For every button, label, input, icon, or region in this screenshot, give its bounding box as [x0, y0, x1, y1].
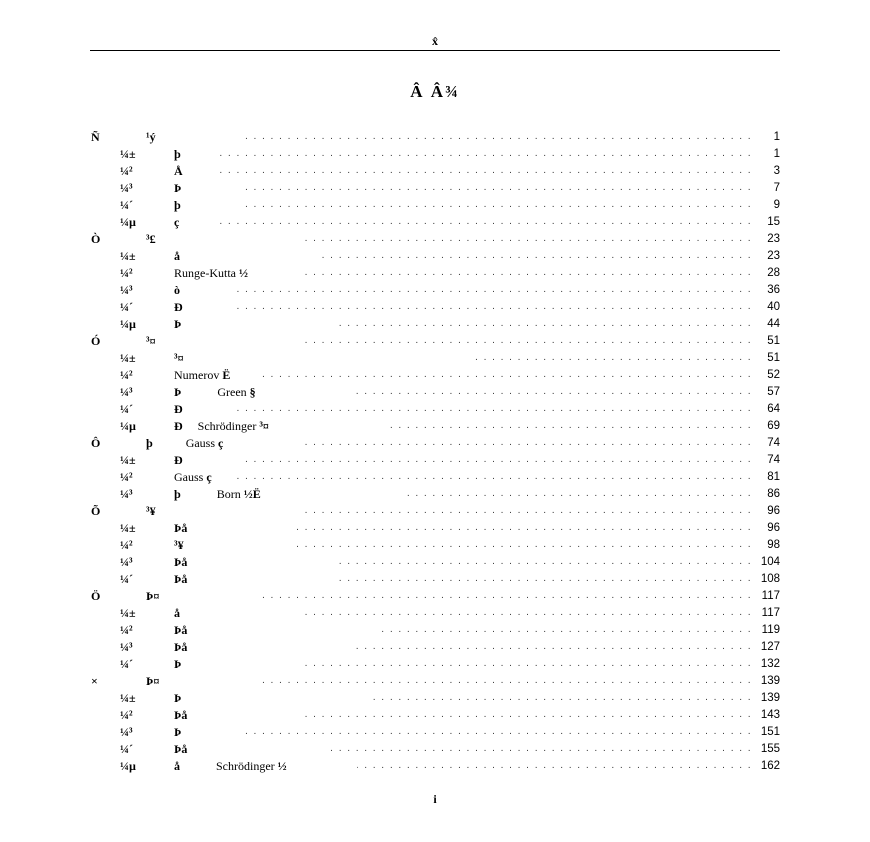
toc-dot-leader	[367, 690, 752, 707]
toc-entry-title	[174, 707, 187, 724]
toc-title-glyphs: å	[174, 249, 180, 263]
toc-entry-number: ¼³	[120, 725, 133, 739]
toc-section-row[interactable]	[0, 690, 870, 707]
toc-title-glyphs: ³¥	[174, 538, 184, 552]
toc-title-latin-text: Schrödinger	[182, 419, 260, 433]
toc-chapter-row[interactable]	[0, 588, 870, 605]
toc-section-row[interactable]	[0, 520, 870, 537]
toc-chapter-row[interactable]	[0, 673, 870, 690]
toc-title-glyphs: ç	[218, 436, 224, 450]
toc-entry-number: ¼²	[120, 164, 133, 178]
toc-entry-title	[174, 622, 187, 639]
toc-entry-number: Õ	[91, 504, 101, 518]
toc-page-number: 51	[767, 335, 780, 347]
toc-page-number: 52	[767, 369, 780, 381]
toc-dot-leader	[290, 537, 752, 554]
toc-dot-leader	[245, 452, 752, 469]
toc-page-number: 119	[761, 624, 780, 636]
toc-entry-title	[174, 520, 187, 537]
toc-page-number: 117	[761, 607, 780, 619]
toc-dot-leader	[330, 741, 752, 758]
toc-section-row[interactable]	[0, 214, 870, 231]
toc-entry-title	[174, 384, 256, 401]
toc-title-glyphs: Þå	[174, 708, 188, 722]
toc-page-number: 69	[767, 420, 780, 432]
toc-title-glyphs: ³¤	[146, 334, 156, 348]
header-rule	[90, 50, 780, 51]
toc-entry-number: Ó	[91, 334, 101, 348]
toc-entry-title	[174, 469, 212, 486]
toc-entry-number: ¼³	[120, 181, 133, 195]
toc-entry-title	[174, 639, 187, 656]
toc-section-row[interactable]	[0, 180, 870, 197]
toc-dot-leader	[475, 350, 752, 367]
toc-entry-number: ¼±	[120, 351, 136, 365]
toc-title-glyphs: Ð	[174, 453, 183, 467]
toc-title-glyphs: Þ¤	[146, 674, 160, 688]
toc-chapter-row[interactable]	[0, 231, 870, 248]
toc-entry-title	[174, 316, 181, 333]
toc-dot-leader	[245, 129, 752, 146]
toc-dot-leader	[245, 180, 752, 197]
toc-entry-title	[174, 163, 183, 180]
toc-title-glyphs: å	[174, 606, 180, 620]
toc-page-number: 127	[760, 641, 780, 653]
toc-title-latin-text: Green	[181, 385, 250, 399]
toc-section-row[interactable]	[0, 316, 870, 333]
toc-title-glyphs: Þ¤	[146, 589, 160, 603]
toc-entry-title	[174, 248, 180, 265]
toc-dot-leader	[390, 418, 752, 435]
toc-entry-title	[174, 350, 184, 367]
toc-page-number: 28	[767, 267, 780, 279]
toc-entry-number: ¼±	[120, 249, 136, 263]
toc-entry-number: ¼µ	[120, 317, 136, 331]
toc-page-number: 36	[767, 284, 780, 296]
toc-page-number: 81	[767, 471, 780, 483]
toc-entry-number: ¼²	[120, 266, 133, 280]
toc-title-glyphs: þ	[174, 147, 181, 161]
toc-entry-title	[174, 401, 183, 418]
toc-entry-number: ¼´	[120, 198, 133, 212]
toc-page-number: 15	[767, 216, 780, 228]
toc-section-row[interactable]	[0, 367, 870, 384]
toc-page-number: 1	[773, 131, 780, 143]
toc-section-row[interactable]	[0, 469, 870, 486]
toc-page-number: 139	[760, 692, 780, 704]
toc-entry-title	[174, 180, 181, 197]
toc-dot-leader	[335, 316, 752, 333]
toc-section-row[interactable]	[0, 163, 870, 180]
toc-dot-leader	[215, 214, 752, 231]
toc-entry-title	[174, 197, 181, 214]
toc-dot-leader	[258, 367, 752, 384]
toc-page-number: 23	[767, 233, 780, 245]
toc-page-number: 98	[767, 539, 780, 551]
toc-title-glyphs: Þå	[174, 742, 188, 756]
toc-page-number: 155	[760, 743, 780, 755]
toc-title-latin-text: Runge-Kutta	[174, 266, 239, 280]
page-title: Â Â¾	[410, 82, 460, 101]
toc-entry-number: Ò	[91, 232, 101, 246]
toc-entry-number: ¼²	[120, 708, 133, 722]
toc-title-glyphs: ³¥	[146, 504, 156, 518]
toc-dot-leader	[352, 384, 752, 401]
toc-section-row[interactable]	[0, 656, 870, 673]
toc-entry-number: ¼µ	[120, 419, 136, 433]
toc-title-glyphs: ³£	[146, 232, 156, 246]
toc-entry-number: Ö	[91, 589, 101, 603]
toc-entry-number: ¼³	[120, 283, 133, 297]
toc-section-row[interactable]	[0, 622, 870, 639]
toc-page-number: 44	[767, 318, 780, 330]
toc-page-number: 143	[760, 709, 780, 721]
toc-page-number: 3	[773, 165, 780, 177]
toc-chapter-row[interactable]	[0, 333, 870, 350]
toc-chapter-row[interactable]	[0, 503, 870, 520]
toc-entry-number: ×	[91, 674, 98, 688]
toc-entry-number: ¼±	[120, 691, 136, 705]
toc-entry-title	[174, 758, 287, 775]
toc-page-number: 74	[767, 454, 780, 466]
toc-section-row[interactable]	[0, 401, 870, 418]
toc-page-number: 1	[773, 148, 780, 160]
toc-entry-number: ¼²	[120, 538, 133, 552]
toc-dot-leader	[230, 282, 752, 299]
toc-title-glyphs: ½	[239, 266, 248, 280]
toc-dot-leader	[260, 588, 752, 605]
toc-title-glyphs: ³¤	[259, 419, 269, 433]
toc-entry-number: ¼²	[120, 368, 133, 382]
toc-title-latin-text: Gauss	[174, 470, 207, 484]
toc-entry-title	[174, 452, 183, 469]
toc-page-number: 104	[760, 556, 780, 568]
toc-section-row[interactable]	[0, 384, 870, 401]
toc-entry-number: Ô	[91, 436, 101, 450]
toc-entry-title	[174, 724, 181, 741]
toc-title-latin-text: Born	[180, 487, 244, 501]
toc-dot-leader	[290, 520, 752, 537]
toc-section-row[interactable]	[0, 554, 870, 571]
toc-section-row[interactable]	[0, 248, 870, 265]
toc-entry-title	[174, 571, 187, 588]
toc-page-number: 117	[761, 590, 780, 602]
toc-dot-leader	[335, 571, 752, 588]
toc-section-row[interactable]	[0, 452, 870, 469]
toc-section-row[interactable]	[0, 282, 870, 299]
toc-entry-number: ¼±	[120, 147, 136, 161]
toc-title-glyphs: þ	[174, 198, 181, 212]
toc-title-glyphs: Þå	[174, 521, 188, 535]
toc-entry-title	[146, 503, 156, 520]
toc-title-glyphs: Þå	[174, 555, 188, 569]
toc-title-glyphs: å	[174, 759, 180, 773]
toc-chapter-row[interactable]	[0, 435, 870, 452]
toc-title-glyphs: Þå	[174, 640, 188, 654]
toc-entry-title	[174, 537, 184, 554]
toc-dot-leader	[305, 707, 752, 724]
toc-title-glyphs: ¹ý	[146, 130, 156, 144]
toc-dot-leader	[305, 605, 752, 622]
toc-title-latin-text: Gauss	[152, 436, 219, 450]
toc-dot-leader	[260, 673, 752, 690]
toc-entry-number: ¼´	[120, 300, 133, 314]
toc-title-glyphs: §	[249, 385, 256, 399]
toc-entry-title	[174, 367, 230, 384]
toc-page-number: 40	[767, 301, 780, 313]
toc-title-glyphs: Þ	[174, 181, 182, 195]
toc-dot-leader	[230, 469, 752, 486]
toc-dot-leader	[245, 724, 752, 741]
toc-entry-title	[146, 231, 156, 248]
toc-dot-leader	[405, 486, 752, 503]
toc-entry-number: ¼±	[120, 606, 136, 620]
toc-title-glyphs: ò	[174, 283, 180, 297]
toc-page-number: 9	[773, 199, 780, 211]
toc-section-row[interactable]	[0, 299, 870, 316]
running-header: x̂	[432, 34, 438, 48]
toc-page-number: 57	[767, 386, 780, 398]
toc-title-glyphs: Þ	[174, 317, 182, 331]
toc-page-number: 96	[767, 505, 780, 517]
toc-dot-leader	[382, 622, 752, 639]
toc-entry-title	[174, 741, 187, 758]
toc-entry-number: ¼³	[120, 487, 133, 501]
toc-entry-number: ¼³	[120, 385, 133, 399]
toc-entry-title	[174, 214, 179, 231]
toc-entry-number: ¼±	[120, 453, 136, 467]
toc-title-glyphs: Þ	[174, 657, 182, 671]
toc-dot-leader	[305, 503, 752, 520]
toc-section-row[interactable]	[0, 537, 870, 554]
toc-title-glyphs: ³¤	[174, 351, 184, 365]
toc-entry-title	[174, 486, 261, 503]
toc-entry-number: Ñ	[91, 130, 100, 144]
toc-entry-title	[174, 605, 180, 622]
toc-dot-leader	[298, 265, 752, 282]
toc-title-glyphs: þ	[174, 487, 181, 501]
toc-page-number: 74	[767, 437, 780, 449]
toc-entry-title	[146, 588, 159, 605]
toc-section-row[interactable]	[0, 758, 870, 775]
toc-section-row[interactable]	[0, 741, 870, 758]
toc-page-number: 51	[767, 352, 780, 364]
toc-title-glyphs: Ð	[174, 402, 183, 416]
toc-entry-title	[174, 418, 269, 435]
toc-section-row[interactable]	[0, 639, 870, 656]
toc-entry-number: ¼´	[120, 657, 133, 671]
toc-title-glyphs: ½Ë	[243, 487, 261, 501]
toc-section-row[interactable]	[0, 418, 870, 435]
toc-entry-title	[174, 146, 181, 163]
toc-chapter-row[interactable]	[0, 129, 870, 146]
toc-dot-leader	[305, 333, 752, 350]
toc-dot-leader	[215, 163, 752, 180]
toc-dot-leader	[305, 231, 752, 248]
toc-title-glyphs: Þ	[174, 385, 182, 399]
toc-page-number: 139	[760, 675, 780, 687]
toc-section-row[interactable]	[0, 571, 870, 588]
toc-dot-leader	[335, 554, 752, 571]
toc-dot-leader	[357, 758, 752, 775]
toc-entry-number: ¼³	[120, 555, 133, 569]
toc-entry-title	[146, 435, 223, 452]
toc-dot-leader	[245, 197, 752, 214]
toc-title-glyphs: ç	[174, 215, 180, 229]
toc-title-glyphs: Ë	[222, 368, 231, 382]
toc-entry-number: ¼´	[120, 402, 133, 416]
toc-dot-leader	[230, 401, 752, 418]
toc-page-number: 96	[767, 522, 780, 534]
toc-page-number: 108	[760, 573, 780, 585]
toc-page-number: 151	[760, 726, 780, 738]
toc-entry-number: ¼±	[120, 521, 136, 535]
toc-section-row[interactable]	[0, 605, 870, 622]
toc-entry-number: ¼´	[120, 572, 133, 586]
toc-page-number: 7	[773, 182, 780, 194]
toc-entry-title	[174, 554, 187, 571]
toc-dot-leader	[352, 639, 752, 656]
toc-dot-leader	[300, 435, 752, 452]
toc-dot-leader	[320, 248, 752, 265]
toc-entry-title	[174, 265, 248, 282]
toc-entry-number: ¼µ	[120, 759, 136, 773]
toc-page-number: 162	[760, 760, 780, 772]
toc-entry-number: ¼´	[120, 742, 133, 756]
toc-title-glyphs: ç	[206, 470, 212, 484]
toc-dot-leader	[230, 299, 752, 316]
toc-title-latin-text: Numerov	[174, 368, 223, 382]
toc-entry-number: ¼²	[120, 623, 133, 637]
toc-title-glyphs: Å	[174, 164, 183, 178]
toc-section-row[interactable]	[0, 350, 870, 367]
toc-title-glyphs: Þ	[174, 725, 182, 739]
toc-title-glyphs: ½	[277, 759, 287, 773]
toc-dot-leader	[305, 656, 752, 673]
toc-entry-number: ¼²	[120, 470, 133, 484]
toc-entry-title	[146, 673, 159, 690]
toc-entry-title	[174, 656, 181, 673]
toc-page-number: 64	[767, 403, 780, 415]
toc-dot-leader	[215, 146, 752, 163]
toc-section-row[interactable]	[0, 707, 870, 724]
toc-title-latin-text: Schrödinger	[180, 759, 278, 773]
toc-title-glyphs: Þå	[174, 572, 188, 586]
toc-entry-title	[146, 129, 156, 146]
toc-title-glyphs: Þå	[174, 623, 188, 637]
toc-section-row[interactable]	[0, 197, 870, 214]
toc-entry-number: ¼³	[120, 640, 133, 654]
toc-entry-title	[174, 690, 181, 707]
toc-page-number: 23	[767, 250, 780, 262]
toc-entry-title	[174, 299, 183, 316]
toc-title-glyphs: Ð	[174, 419, 183, 433]
toc-page-number: 86	[767, 488, 780, 500]
toc-title-glyphs: Ð	[174, 300, 183, 314]
toc-entry-number: ¼µ	[120, 215, 136, 229]
toc-title-glyphs: Þ	[174, 691, 182, 705]
toc-section-row[interactable]	[0, 724, 870, 741]
toc-page-number: 132	[760, 658, 780, 670]
page-number-footer: i	[433, 792, 437, 806]
toc-entry-title	[146, 333, 156, 350]
toc-entry-title	[174, 282, 180, 299]
toc-title-glyphs: þ	[146, 436, 153, 450]
toc-section-row[interactable]	[0, 146, 870, 163]
toc-section-row[interactable]	[0, 486, 870, 503]
toc-section-row[interactable]	[0, 265, 870, 282]
